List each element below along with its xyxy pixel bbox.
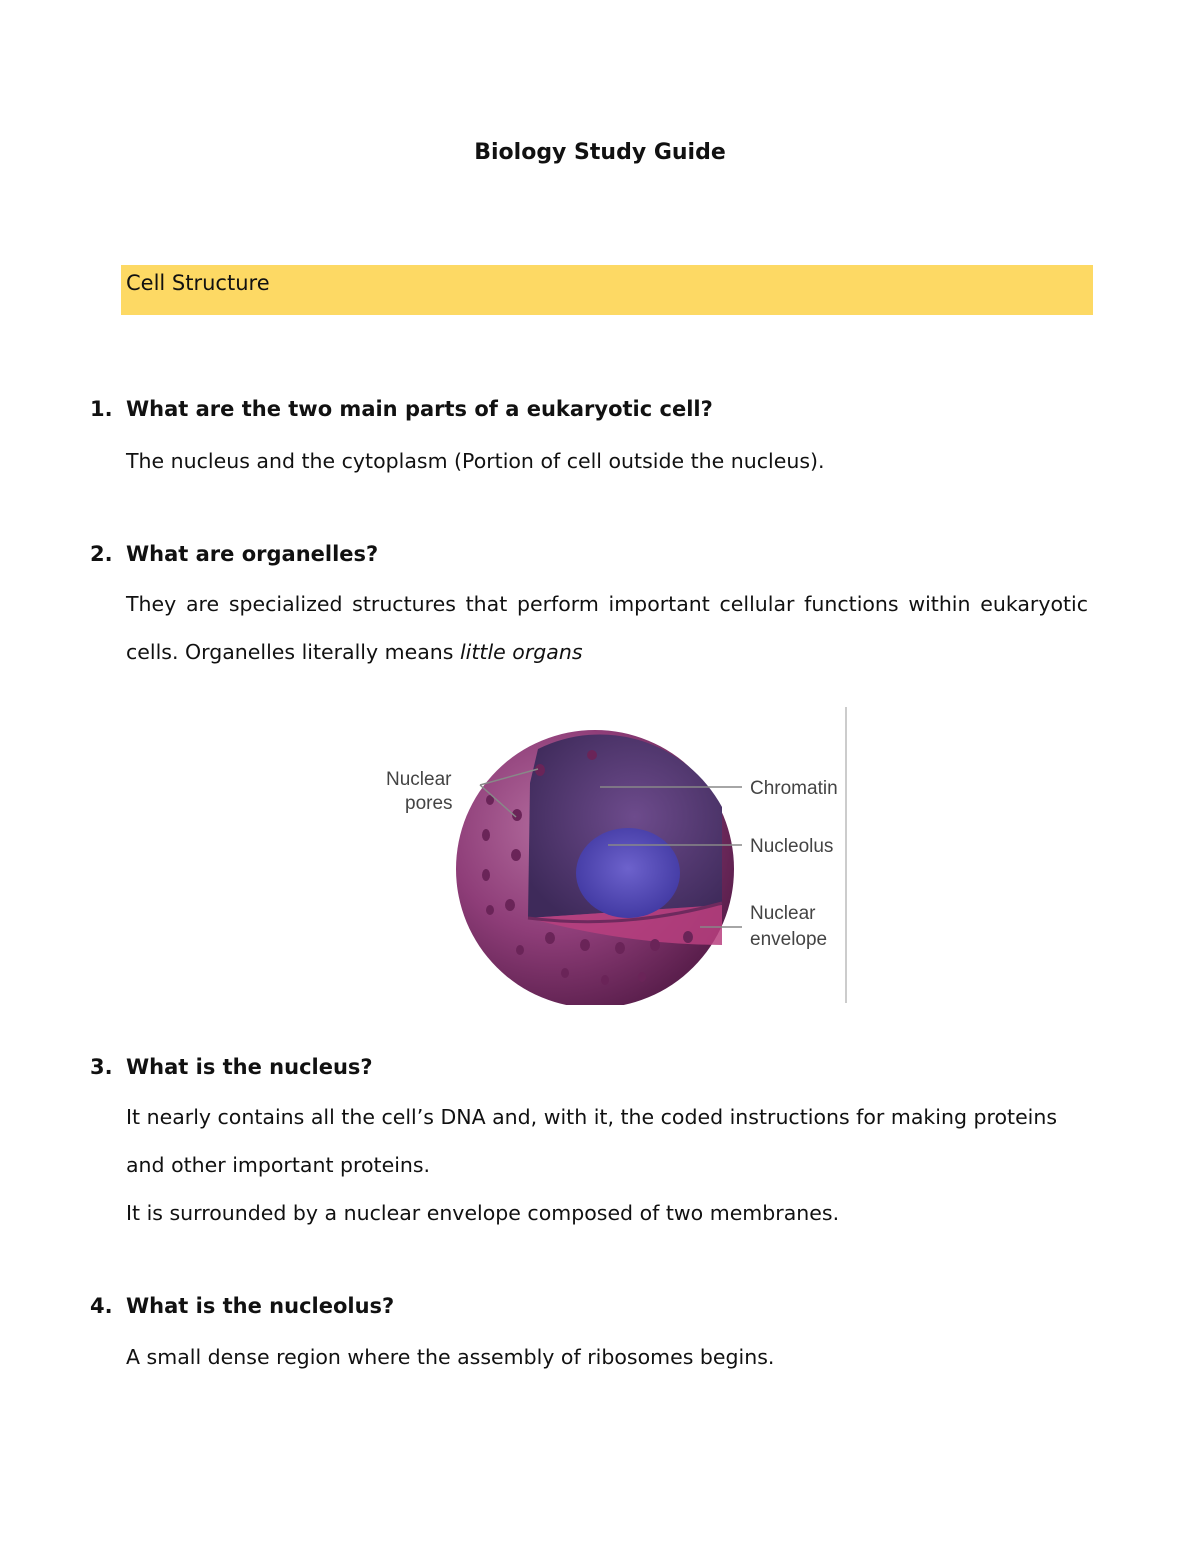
label-chromatin: Chromatin: [750, 778, 838, 799]
question-number: 4.: [90, 1294, 113, 1318]
label-nuclear-pores-1: Nuclear: [386, 769, 452, 790]
label-nuclear-envelope-1: Nuclear: [750, 903, 816, 924]
section-heading-label: Cell Structure: [126, 271, 270, 295]
question-text: What are organelles?: [126, 542, 379, 566]
answer-3: [126, 1093, 1088, 1237]
answer-3-paragraph-2: It is surrounded by a nuclear envelope composed of two membranes.: [126, 1201, 840, 1225]
answer-4: A small dense region where the assembly of ribosomes begins.: [126, 1345, 775, 1369]
answer-2: [126, 580, 1088, 676]
question-text: What is the nucleus?: [126, 1055, 373, 1079]
section-heading: [121, 265, 1093, 315]
question-number: 1.: [90, 397, 113, 421]
label-nucleolus: Nucleolus: [750, 836, 834, 857]
answer-1: The nucleus and the cytoplasm (Portion of cell outside the nucleus).: [126, 449, 825, 473]
question-text: What are the two main parts of a eukaryotic cell?: [126, 397, 713, 421]
question-text: What is the nucleolus?: [126, 1294, 395, 1318]
nucleus-diagram: [370, 705, 860, 1005]
answer-2-text: They are specialized structures that perform important cellular functions within eukaryotic cells. Organelles literally means: [126, 592, 1088, 664]
answer-2-emphasis: little organs: [459, 640, 583, 664]
answer-3-paragraph-1: It nearly contains all the cell’s DNA and, with it, the coded instructions for making proteins and other important proteins.: [126, 1105, 1058, 1177]
page-title: Biology Study Guide: [474, 140, 726, 165]
question-number: 2.: [90, 542, 113, 566]
label-nuclear-pores-2: pores: [405, 793, 453, 814]
question-number: 3.: [90, 1055, 113, 1079]
label-nuclear-envelope-2: envelope: [750, 929, 828, 950]
